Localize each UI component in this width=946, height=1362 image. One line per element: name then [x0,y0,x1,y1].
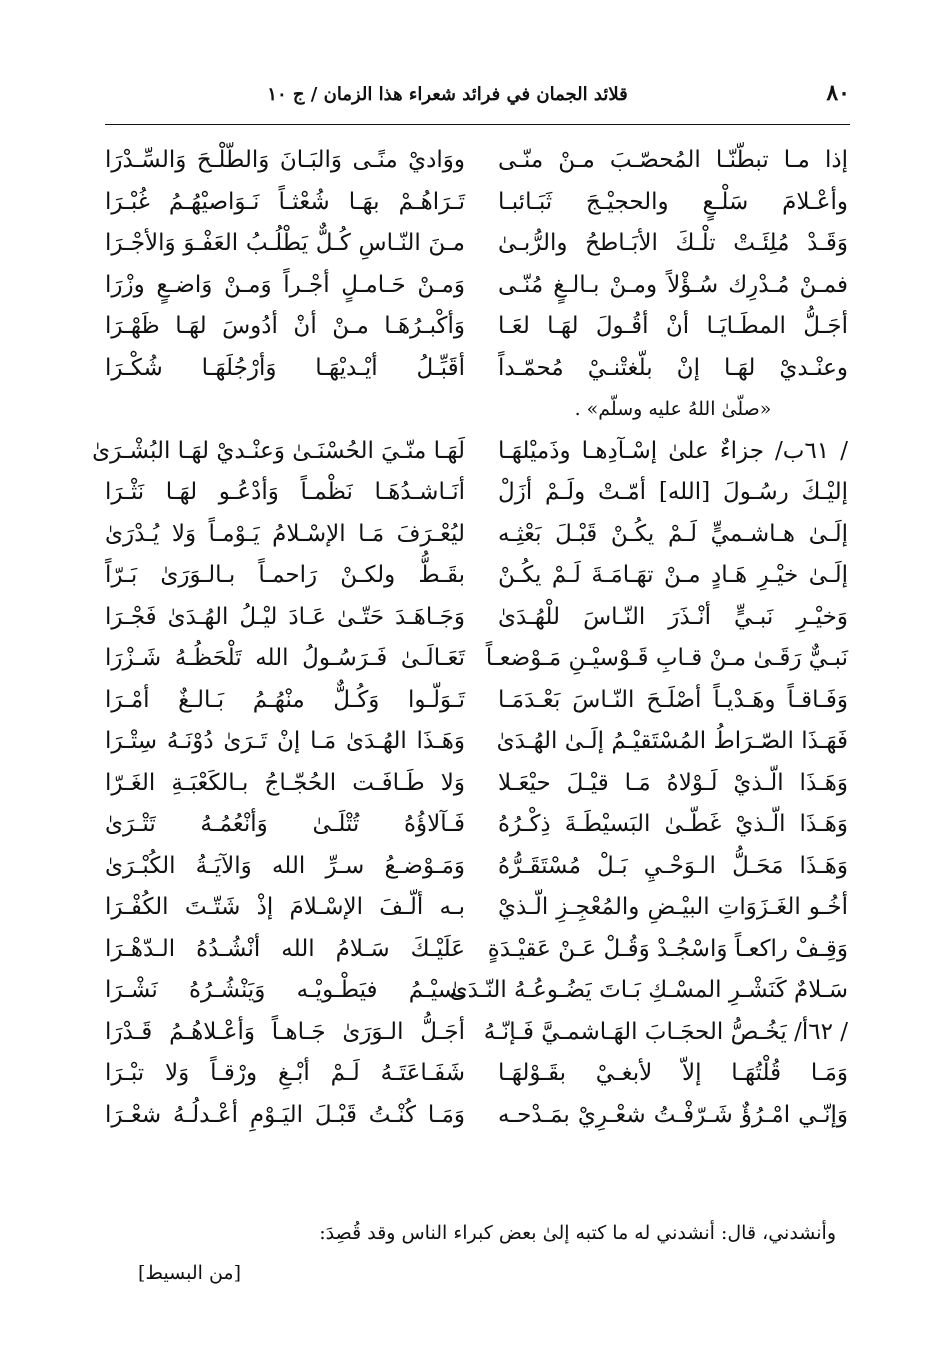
right-column-verse-line: إلَـىٰ خيْـرِ هَـادٍ مـنْ تهَـامَـةَ لَـمْ يكُـنْ [498,562,848,588]
left-column-verse-line [105,389,465,431]
right-column-verse-line: أجَـلُّ المطَـايَـا أنْ أقُـولَ لهَـا لعَـا [498,313,848,339]
left-column-verse-line: وَمـنْ حَـامـلٍ أجْـراً وَمـنْ وَاضـعٍ وزْرَا [105,271,465,298]
left-column-verse-line: بقَـطُّ ولكـنْ رَاحمـاً بـالـوَرَىٰ بَـرّاً [105,562,465,588]
right-column-verse-line: وَمَـا قُلْتُهَـا إلاّ لأبغـيْ بقَـوْلهَـا [498,1060,848,1086]
left-column-verse-line: أنَـاشـدُهَـا نَظْمـاً وَأدْعُـو لهَـا نَثْـرَا [105,479,465,505]
left-column-verse-line: وَجَـاهَـدَ حَتّـىٰ عَـادَ ليْـلُ الهُـدَىٰ فَجْـرَا [105,603,465,630]
left-column-verse-line: وَمَـوْضـعُ سـرِّ الله وَالآيَـةُ الكُبْـرَىٰ [105,852,465,879]
left-column-verse-line: مـنَ النّـاسِ كُـلٌّ يَطْلُـبُ العَفْـوَ وَالأجْـرَا [105,230,465,256]
left-column-verse-line: لَهَـا منّـيَ الحُسْنَـىٰ وَعنْـديْ لهَـا البُشْـرَىٰ [92,437,465,464]
running-title: قلائد الجمان في فرائد شعراء هذا الزمان / ج ١٠ [267,84,628,105]
left-column-verse-line: تَـوَلّـوا وَكُـلٌّ منْهُـمُ بَـالـغٌ أمْـرَا [105,686,465,713]
right-column-verse-line: وَهَـذَا الّـذيْ غَطّـىٰ البَسيْطَـةَ ذِكْـرُهُ [498,811,848,837]
running-head [105,78,850,118]
right-column-verse-line: وَإنّـي امْـرُؤٌ شَـرّفْـتُ شعْـرِيْ بمَـدْحـه [498,1101,848,1128]
right-column-verse-line: وَقِـفْ راكعـاً وَاسْجُـدْ وَقُـلْ عَـنْ عَقيْـدَةٍ [487,935,848,962]
left-column-verse-line: تَـرَاهُـمْ بهَـا شُعْثـاً نَـوَاصيْهُـمُ غُبْـرَا [105,188,465,215]
right-column-verse-line: / ٦٢أ/ يَخُـصُّ الحجَـابَ الهَـاشمـيَّ فَـإنّـهُ [483,1018,848,1045]
meter-label: [من البسيط] [138,1262,242,1284]
right-column-verse-line: أخُـو الغَـزَوَاتِ البيْـضِ والمُعْجِـزِ الّـذيْ [498,894,848,920]
right-column-verse-line: إلَـىٰ هـاشـميٍّ لَـمْ يكُـنْ قَبْـلَ بَعْثِـه [498,520,848,547]
right-column-verse-line: وعنْـديْ لهَـا إنْ بلّغتْنـيْ مُحمّـداً [498,354,848,381]
left-column-verse-line: أجَـلُّ الـوَرَىٰ جَـاهـاً وَأعْـلاهُـمُ قَـدْرَا [105,1018,465,1045]
right-column-verse-line: «صلّىٰ اللهُ عليه وسلّم» . [574,398,772,420]
left-column-verse-line: أقَبِّـلُ أيْـديْهَـا وَأرْجُلَهَـا شُكْـرَا [105,354,465,381]
left-column-verse-line: وَلا طَـافَـت الحُجّـاجُ بـالكَعْبَـةِ الغَـرّا [105,769,465,796]
left-column-verse-line: شَفَـاعَتَـهُ لَـمْ أبْـغِ ورْقـاً وَلا تبْـرَا [105,1060,465,1086]
right-column-verse-line: وَفَـاقـاً وهَـدْيـاً أصْلَـحَ النّـاسَ بَعْـدَمَـا [498,686,848,713]
left-column-verse-line: بـه ألّـفَ الإسْـلامَ إذْ شَتّـتَ الكُفْـرَا [105,894,465,920]
right-column-verse-line: وَهَـذَا الّـذيْ لَـوْلاهُ مَـا قيْـلَ حيْعَـلا [498,769,848,796]
page-number: ٨٠ [826,80,850,106]
right-column-verse-line: / ٦١ب/ جزاءٌ علىٰ إسْـآدِهـا وذَميْلهَـا [498,437,849,464]
right-column-verse-line: إذا مـا تبطّنّـا المُحصّـبَ مـنْ منّـى [498,147,848,173]
right-column-verse-line: وَقَـدْ مُلِئَـتْ تلْـكَ الأبَـاطحُ والرُّبـىٰ [498,230,848,256]
poem-introduction: وأنشدني، قال: أنشدني له ما كتبه إلىٰ بعض كبراء الناس وقد قُصِدَ: [319,1222,836,1244]
right-column-verse-line: فَهَـذَا الصّـرَاطُ المُسْتَقيْـمُ إلَـىٰ الهُـدَىٰ [496,728,848,754]
left-column-verse-line: وَأكْبـرُهَـا مـنْ أنْ أدُوسَ لهَـا ظَهْـرَا [105,313,465,339]
left-column-verse-line: تَعَـالَـىٰ فَـرَسُـولُ الله تَلْحَظُـهُ شَـزْرَا [105,645,465,671]
left-column-verse-line: وَهَـذَا الهُـدَىٰ مَـا إنْ تَـرَىٰ دُوْنَـهُ سِتْـرَا [105,728,465,754]
right-column-verse-line: نَبـيٌّ رَقَـىٰ مـنْ قـابِ قَـوْسيْـنِ مَـوْضعـاً [485,645,848,671]
left-column-verse-line: فَـآلاؤُهُ تُتْلَـىٰ وَأنْعُمُـهُ تَتْـرَىٰ [105,811,465,837]
header-rule [105,124,850,125]
right-column-verse-line: وأعْـلامَ سَلْـعٍ والحجيْـجَ ثَبَـائبـا [498,188,848,215]
left-column-verse-line: ـسيْـمُ فيَطْـويْـه وَيَنْشُـرُهُ نَشْـرَا [105,977,465,1003]
left-column-hemistichs [92,140,465,1136]
left-column-verse-line: ليُعْـرَفَ مَـا الإسْـلامُ يَـوْمـاً وَلا يُـدْرَىٰ [105,520,465,547]
right-column-verse-line: سَـلامٌ كَنَشْـرِ المسْـكِ بَـاتَ يَضُـوعُـهُ النّـدَىٰ [449,977,848,1003]
left-column-verse-line: وَمَـا كُنْـتُ قَبْـلَ اليَـوْمِ أعْـدلُـهُ شعْـرَا [105,1101,465,1128]
right-column-verse-line: إليْـكَ رسُـولَ [الله] أمّـتْ ولَـمْ أزَلْ [498,479,848,505]
right-column-verse-line: وَهَـذَا مَحَـلُّ الـوَحْـيِ بَـلْ مُسْتَقَـرُّهُ [498,852,848,879]
right-column-verse-line: فمـنْ مُـدْرِك سُـؤْلاً ومـنْ بـالـغٍ مُنّـى [498,271,848,298]
left-column-verse-line: ووَاديْ منًـى وَالبَـانَ وَالطّلْـحَ وَالسِّـدْرَا [105,147,465,173]
right-column-verse-line: وَخيْـرِ نَبـيٍّ أنْـذَرَ النّـاسَ للْهُـدَىٰ [498,603,848,630]
right-column-hemistichs [449,140,849,1136]
left-column-verse-line: عَلَيْـكَ سَـلامُ الله أنْشُـدُهُ الـدّهْـرَا [105,935,465,962]
